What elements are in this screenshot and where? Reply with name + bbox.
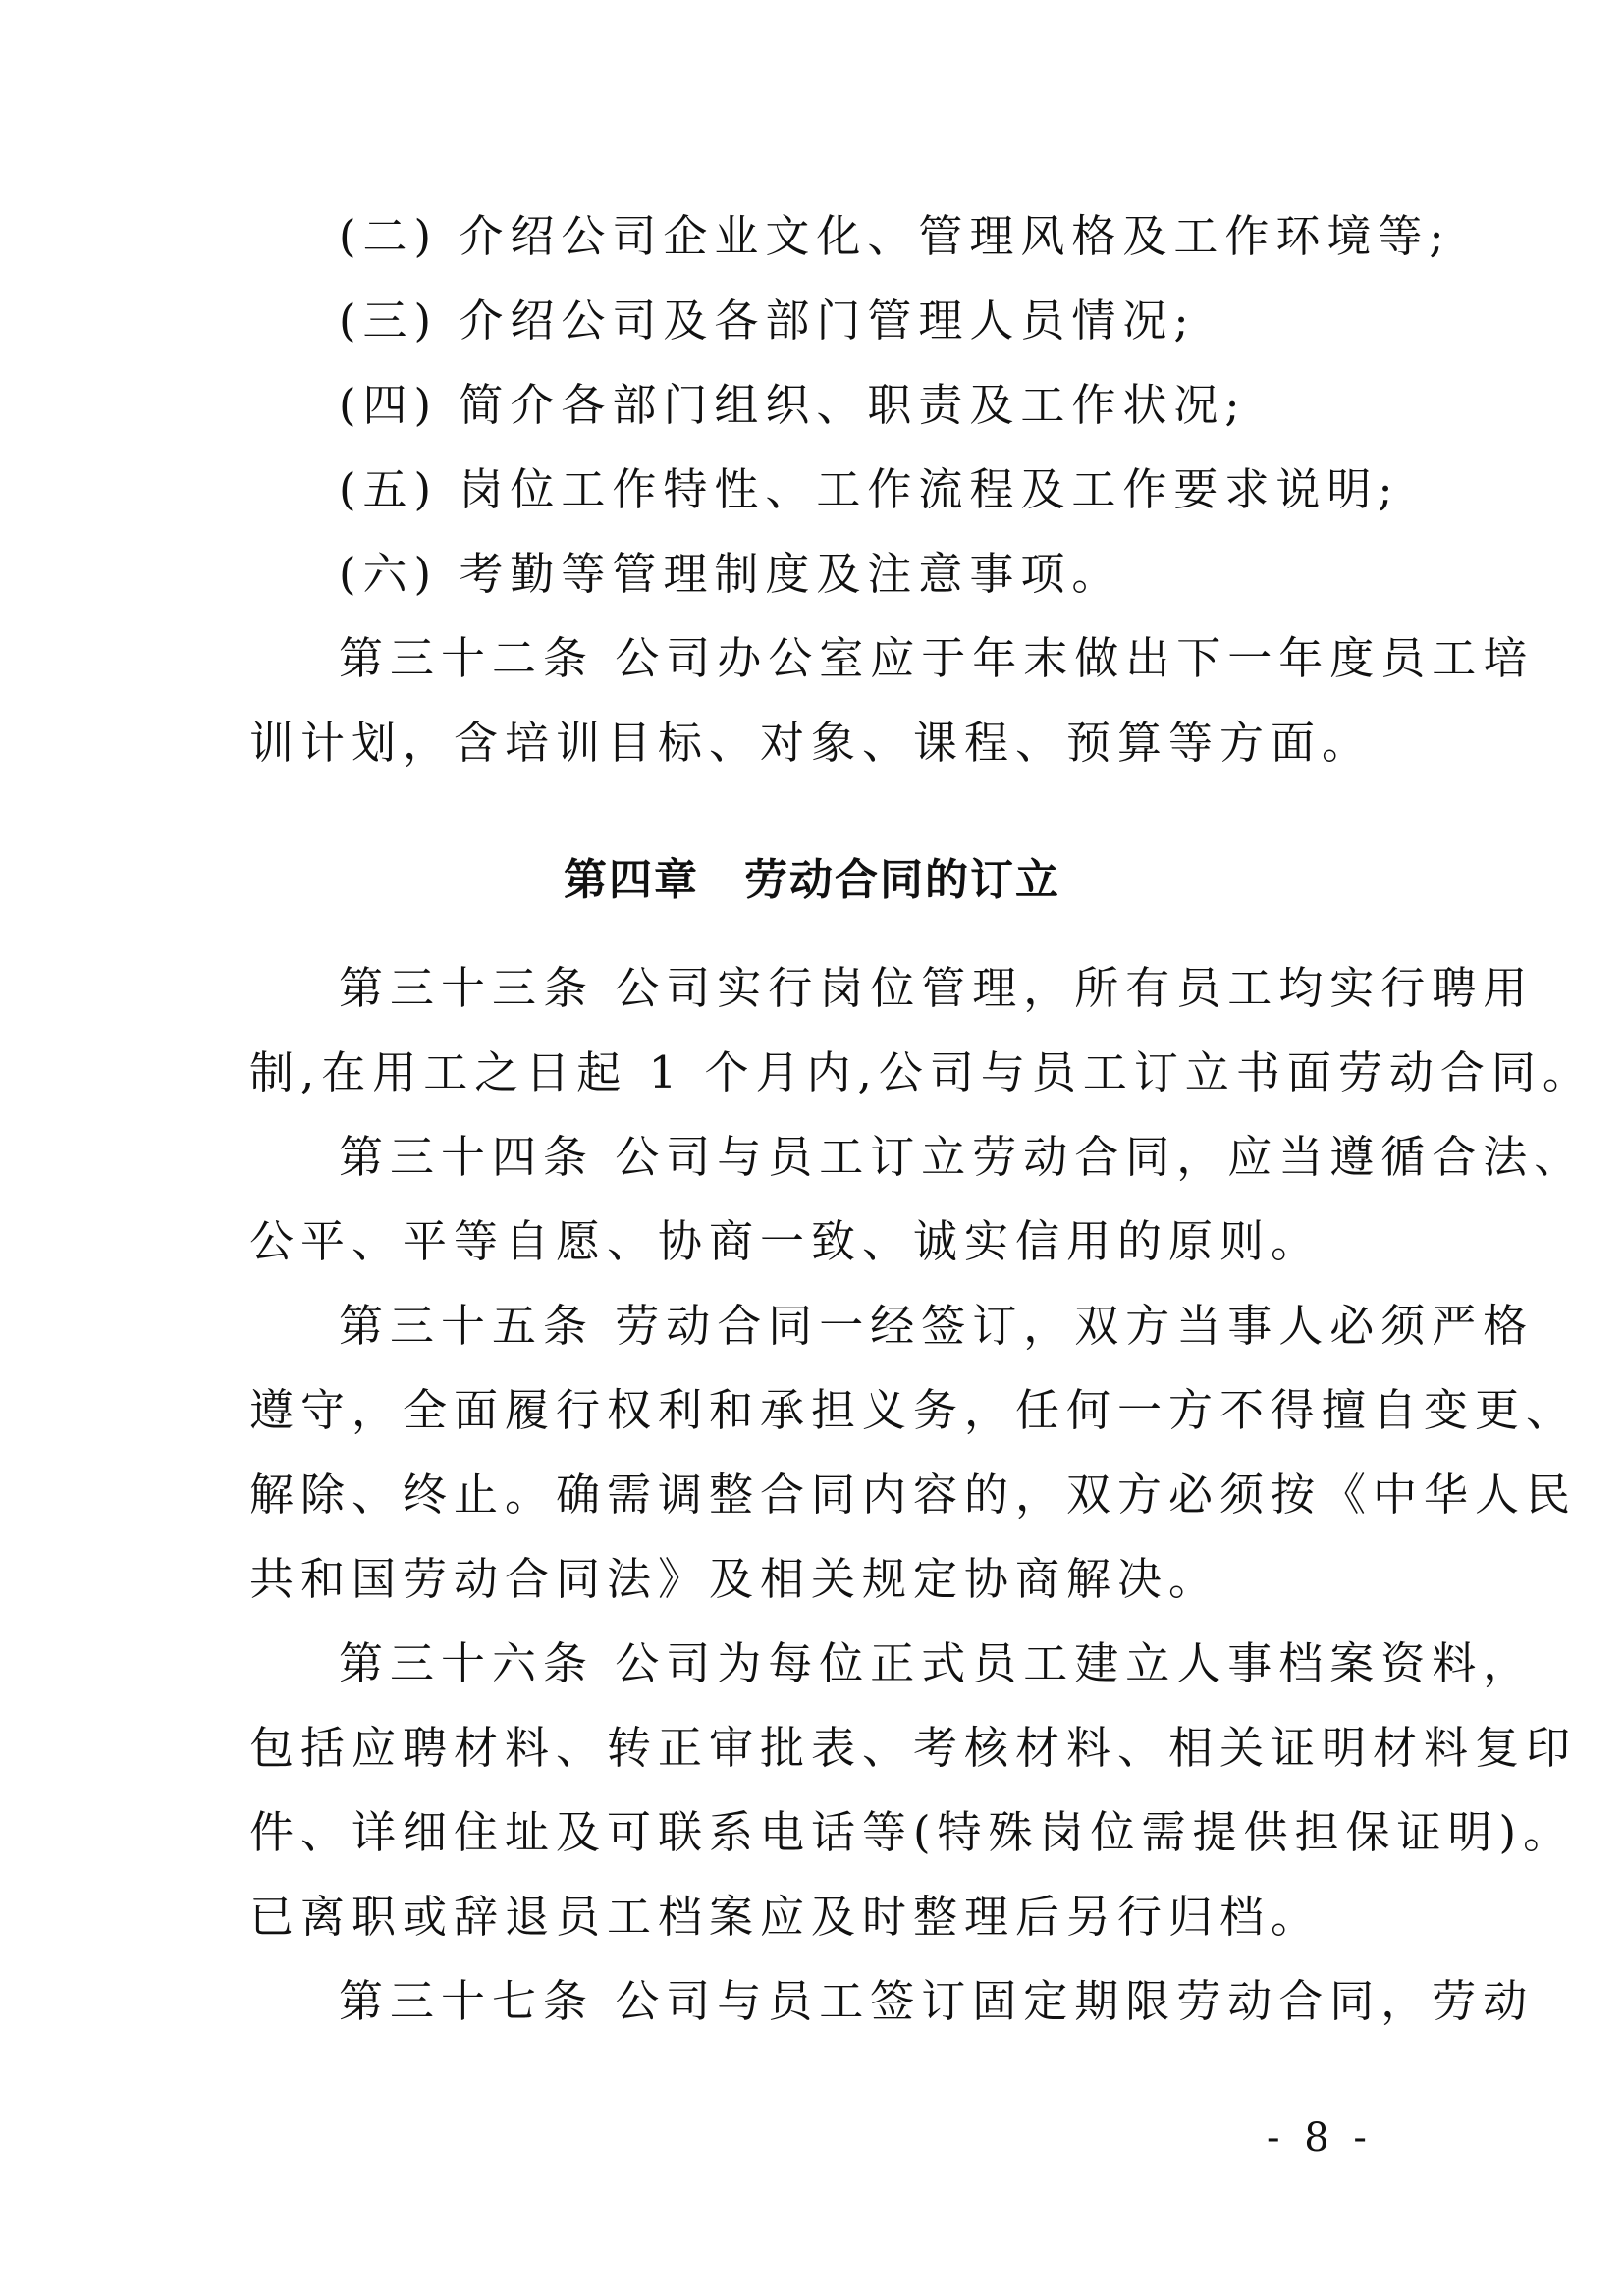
chapter-heading: 第四章 劳动合同的订立: [564, 855, 1060, 905]
list-item-5: (五) 岗位工作特性、工作流程及工作要求说明;: [339, 463, 1400, 515]
article-36-line-4: 已离职或辞退员工档案应及时整理后另行归档。: [249, 1891, 1323, 1943]
article-35-line-2: 遵守，全面履行权利和承担义务，任何一方不得擅自变更、: [249, 1384, 1578, 1436]
list-item-4: (四) 简介各部门组织、职责及工作状况;: [339, 379, 1247, 431]
article-34-line-2: 公平、平等自愿、协商一致、诚实信用的原则。: [249, 1215, 1323, 1267]
article-36-line-1: 第三十六条 公司为每位正式员工建立人事档案资料，: [339, 1637, 1535, 1689]
article-37-line-1: 第三十七条 公司与员工签订固定期限劳动合同，劳动: [339, 1975, 1535, 2027]
article-33-line-2: 制,在用工之日起 1 个月内,公司与员工订立书面劳动合同。: [249, 1046, 1594, 1098]
article-35-line-1: 第三十五条 劳动合同一经签订，双方当事人必须严格: [339, 1300, 1535, 1352]
article-35-line-3: 解除、终止。确需调整合同内容的，双方必须按《中华人民: [249, 1468, 1578, 1521]
article-32-line-1: 第三十二条 公司办公室应于年末做出下一年度员工培: [339, 632, 1535, 684]
list-item-2: (二) 介绍公司企业文化、管理风格及工作环境等;: [339, 210, 1451, 262]
article-36-line-2: 包括应聘材料、转正审批表、考核材料、相关证明材料复印: [249, 1722, 1578, 1774]
list-item-3: (三) 介绍公司及各部门管理人员情况;: [339, 294, 1196, 347]
article-32-line-2: 训计划，含培训目标、对象、课程、预算等方面。: [249, 717, 1374, 769]
page-number: - 8 -: [1267, 2115, 1373, 2161]
article-36-line-3: 件、详细住址及可联系电话等(特殊岗位需提供担保证明)。: [249, 1806, 1575, 1858]
article-34-line-1: 第三十四条 公司与员工订立劳动合同，应当遵循合法、: [339, 1131, 1586, 1183]
list-item-6: (六) 考勤等管理制度及注意事项。: [339, 548, 1123, 600]
article-35-line-4: 共和国劳动合同法》及相关规定协商解决。: [249, 1553, 1220, 1605]
article-33-line-1: 第三十三条 公司实行岗位管理，所有员工均实行聘用: [339, 962, 1535, 1014]
